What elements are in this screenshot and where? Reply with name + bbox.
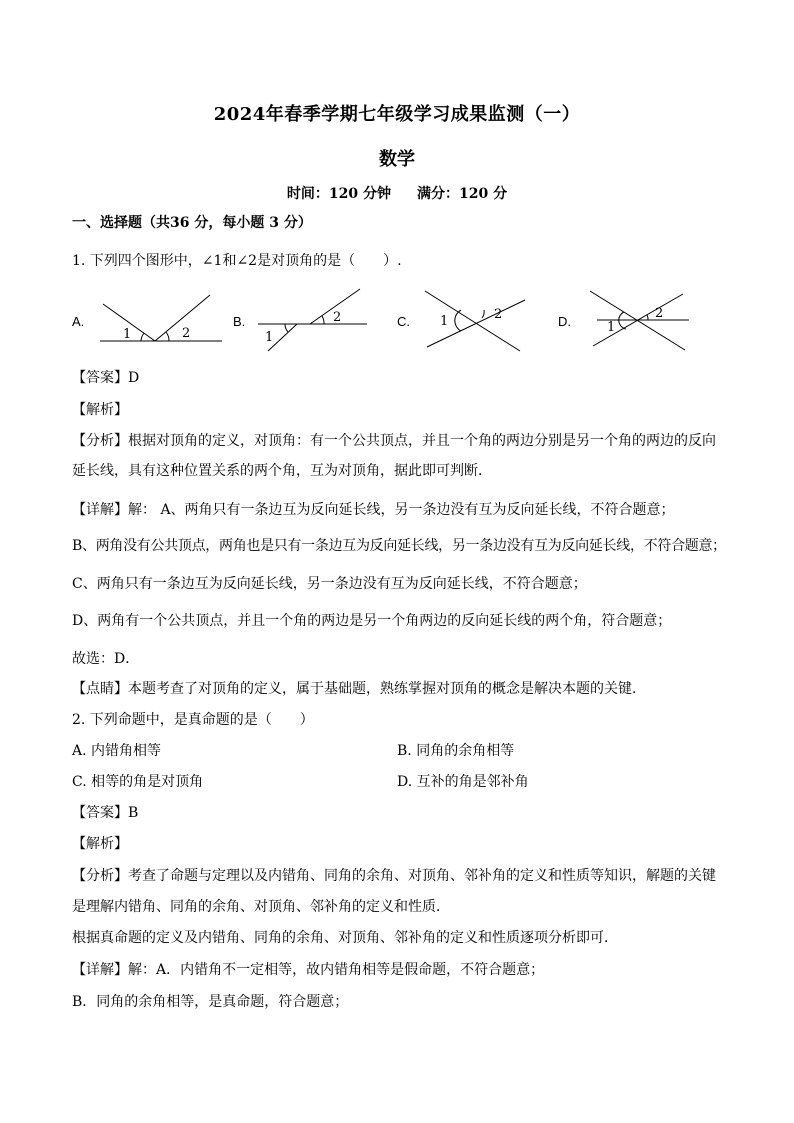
q2-analysis-line3: 根据真命题的定义及内错角、同角的余角、对顶角、邻补角的定义和性质逐项分析即可．: [72, 930, 618, 946]
q1-figure-b: [255, 285, 370, 355]
q1-option-a-label: A.: [72, 314, 85, 329]
angle-2-label: 2: [655, 306, 664, 321]
q1-option-c-label: C.: [397, 314, 410, 329]
angle-1-label: 1: [440, 314, 449, 329]
q2-option-d: D. 互补的角是邻补角: [397, 774, 529, 790]
section-heading: 一、选择题（共36 分，每小题 3 分）: [72, 215, 312, 231]
time-limit: 时间：120 分钟: [286, 186, 391, 202]
q2-option-a: A. 内错角相等: [72, 743, 162, 759]
q1-choose: 故选：D．: [72, 651, 140, 667]
q2-stem: 2. 下列命题中，是真命题的是（ ）: [72, 712, 314, 728]
q1-analysis-line1: 【分析】根据对顶角的定义，对顶角：有一个公共顶点，并且一个角的两边分别是另一个角的两边的反向: [72, 433, 716, 449]
q2-option-c: C. 相等的角是对顶角: [72, 774, 204, 790]
subject-title: 数学: [379, 149, 415, 170]
angle-2-label: 2: [333, 310, 342, 325]
q2-option-b: B. 同角的余角相等: [397, 743, 515, 759]
q2-jiexi: 【解析】: [72, 836, 128, 852]
q1-detail-d: D、两角有一个公共顶点，并且一个角的两边是另一个角两边的反向延长线的两个角，符合题意；: [72, 613, 672, 629]
q1-analysis-line2: 延长线，具有这种位置关系的两个角，互为对顶角，据此即可判断．: [72, 463, 492, 479]
q1-detail-b: B、两角没有公共顶点，两角也是只有一条边互为反向延长线，另一条边没有互为反向延长线，不符合题意；: [72, 538, 726, 554]
q1-option-d-label: D.: [558, 314, 571, 329]
q1-figure-c: [420, 288, 530, 354]
angle-1-label: 1: [123, 327, 132, 342]
q1-figure-a: [95, 290, 225, 350]
q2-detail-b: B．同角的余角相等，是真命题，符合题意；: [72, 994, 349, 1010]
angle-1-label: 1: [265, 330, 274, 345]
q1-figure-d: [585, 288, 695, 354]
q1-detail-c: C、两角只有一条边互为反向延长线，另一条边没有互为反向延长线，不符合题意；: [72, 576, 587, 592]
q2-analysis-line2: 是理解内错角、同角的余角、对顶角、邻补角的定义和性质．: [72, 899, 450, 915]
angle-2-label: 2: [494, 307, 503, 322]
q1-stem: 1. 下列四个图形中，∠1和∠2是对顶角的是（ ）.: [72, 253, 402, 269]
full-score: 满分：120 分: [417, 186, 508, 202]
q2-detail-a: 【详解】解：A．内错角不一定相等，故内错角相等是假命题，不符合题意；: [72, 962, 545, 978]
q1-comment: 【点睛】本题考查了对顶角的定义，属于基础题，熟练掌握对顶角的概念是解决本题的关键．: [72, 681, 646, 697]
q1-jiexi: 【解析】: [72, 402, 128, 418]
q1-detail-a: 【详解】解： A、两角只有一条边互为反向延长线，另一条边没有互为反向延长线，不符合题意；: [72, 502, 675, 518]
q1-answer: 【答案】D: [72, 370, 140, 386]
page-title: 2024年春季学期七年级学习成果监测（一）: [213, 104, 581, 125]
q2-analysis-line1: 【分析】考查了命题与定理以及内错角、同角的余角、对顶角、邻补角的定义和性质等知识，解题的关键: [72, 868, 716, 884]
q1-option-b-label: B.: [233, 314, 246, 329]
q2-answer: 【答案】B: [72, 805, 139, 821]
angle-1-label: 1: [607, 320, 616, 335]
exam-meta: [0, 183, 794, 203]
angle-2-label: 2: [182, 326, 191, 341]
